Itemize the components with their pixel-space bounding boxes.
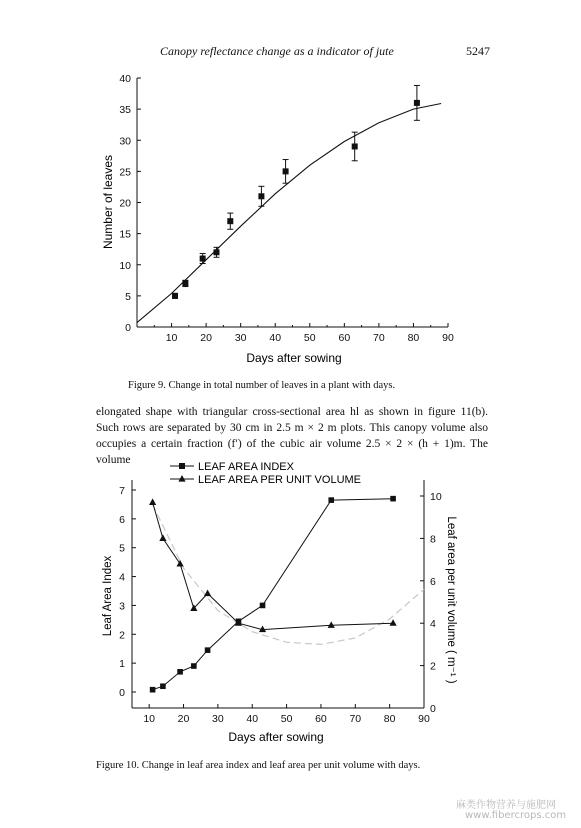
figure9-y-tick-label: 5 (125, 290, 131, 303)
figure9-data-point (414, 100, 420, 106)
figure10-lai-point (328, 497, 334, 503)
figure10-lapuv-point (149, 498, 156, 505)
body-text: elongated shape with triangular cross-sectional area hl as shown in figure 11(b). Such rows are separated by 30 cm in 2.5 m × 2 m plots. This canopy volume also occupies a certain fraction (f′) of the cubic air volume 2.5 × 2 × (h + 1)m. The volume (96, 406, 488, 466)
figure10-left-tick-label: 1 (119, 658, 125, 671)
figure10-x-tick-label: 80 (383, 713, 396, 725)
running-title: Canopy reflectance change as a indicator of jute (160, 44, 394, 58)
legend-marker-lai (179, 463, 185, 469)
figure9-x-tick-label: 10 (165, 332, 178, 344)
watermark-line1: 麻类作物营养与施肥网 (456, 800, 556, 811)
figure9-y-tick-label: 10 (119, 259, 131, 272)
figure10-right-tick-label: 6 (430, 575, 436, 588)
figure9-data-point (352, 143, 358, 149)
figure10-right-tick-label: 2 (430, 660, 436, 673)
figure9-x-tick-label: 90 (442, 332, 454, 344)
figure9-y-tick-label: 15 (119, 228, 131, 241)
figure10-right-tick-label: 8 (430, 533, 436, 546)
figure9-caption: Figure 9. Change in total number of leaves in a plant with days. (128, 380, 396, 391)
figure10-x-tick-label: 40 (246, 713, 259, 725)
figure9-fit-curve (137, 104, 441, 323)
figure10-lapuv-line (153, 502, 394, 629)
figure9-x-tick-label: 30 (234, 332, 247, 344)
figure9-y-tick-label: 35 (119, 104, 131, 117)
figure10-lapuv-point (204, 590, 211, 597)
figure9-chart (0, 64, 581, 374)
figure9-y-tick-label: 0 (125, 322, 131, 334)
figure9-x-tick-label: 80 (407, 332, 420, 344)
figure10-x-tick-label: 10 (143, 713, 156, 725)
figure10-xlabel: Days after sowing (228, 730, 324, 744)
figure10-x-tick-label: 20 (177, 713, 190, 725)
figure10-lai-point (177, 669, 183, 675)
figure9-x-tick-label: 20 (200, 332, 212, 344)
figure9-data-point (213, 249, 219, 255)
figure10-lapuv-point (328, 621, 335, 628)
page-number: 5247 (466, 44, 490, 58)
figure9-x-tick-label: 60 (338, 332, 351, 344)
figure9-data-point (227, 218, 233, 224)
figure9-ylabel: Number of leaves (101, 154, 115, 250)
legend-label-lai: LEAF AREA INDEX (198, 461, 294, 473)
legend-label-lapuv: LEAF AREA PER UNIT VOLUME (198, 474, 362, 486)
figure10-lai-point (205, 647, 211, 653)
figure9-y-tick-label: 30 (119, 135, 131, 148)
figure10-right-tick-label: 0 (430, 703, 436, 715)
figure10-left-tick-label: 7 (119, 485, 125, 497)
figure10-ylabel-right: Leaf area per unit volume ( m⁻¹ ) (445, 516, 457, 684)
figure9-data-point (283, 168, 289, 174)
page-header (0, 44, 581, 64)
figure10-x-tick-label: 30 (212, 713, 224, 725)
figure9-data-point (258, 193, 264, 199)
figure9-data-point (172, 293, 178, 299)
figure10-caption: Figure 10. Change in leaf area index and leaf area per unit volume with days. (96, 760, 421, 771)
figure10-left-tick-label: 2 (119, 629, 125, 642)
figure10-lai-point (260, 603, 266, 609)
figure9-x-tick-label: 40 (269, 332, 282, 344)
figure9-data-point (182, 280, 188, 286)
figure10-lai-point (390, 496, 396, 502)
figure9-data-point (200, 256, 206, 262)
figure10-lapuv-point (159, 534, 166, 541)
figure9-y-tick-label: 40 (119, 73, 131, 85)
figure10-left-tick-label: 0 (119, 687, 125, 699)
figure10-x-tick-label: 50 (280, 713, 293, 725)
figure10-left-tick-label: 3 (119, 600, 125, 613)
watermark-line2: www.fibercrops.com (465, 810, 567, 821)
figure9-y-tick-label: 25 (119, 166, 131, 179)
figure10-lai-point (160, 683, 166, 689)
figure10-right-tick-label: 10 (430, 491, 442, 503)
figure10-x-tick-label: 60 (315, 713, 327, 725)
figure10-x-tick-label: 70 (349, 713, 362, 725)
figure10-lai-line (153, 499, 394, 690)
figure10-left-tick-label: 4 (119, 571, 125, 584)
figure9-xlabel: Days after sowing (246, 351, 342, 365)
legend-marker-lapuv (178, 475, 185, 482)
figure10-lai-point (150, 687, 156, 693)
figure10-left-tick-label: 5 (119, 542, 125, 555)
figure10-left-tick-label: 6 (119, 513, 125, 526)
figure10-right-tick-label: 4 (430, 618, 436, 631)
figure10-chart (0, 456, 581, 751)
figure9-y-tick-label: 20 (119, 197, 131, 210)
figure10-lapuv-point (389, 619, 396, 626)
figure9-x-tick-label: 70 (373, 332, 385, 344)
figure10-x-tick-label: 90 (418, 713, 430, 725)
figure9-x-tick-label: 50 (303, 332, 316, 344)
figure10-lai-point (191, 663, 197, 669)
figure10-ylabel-left: Leaf Area Index (102, 555, 114, 637)
